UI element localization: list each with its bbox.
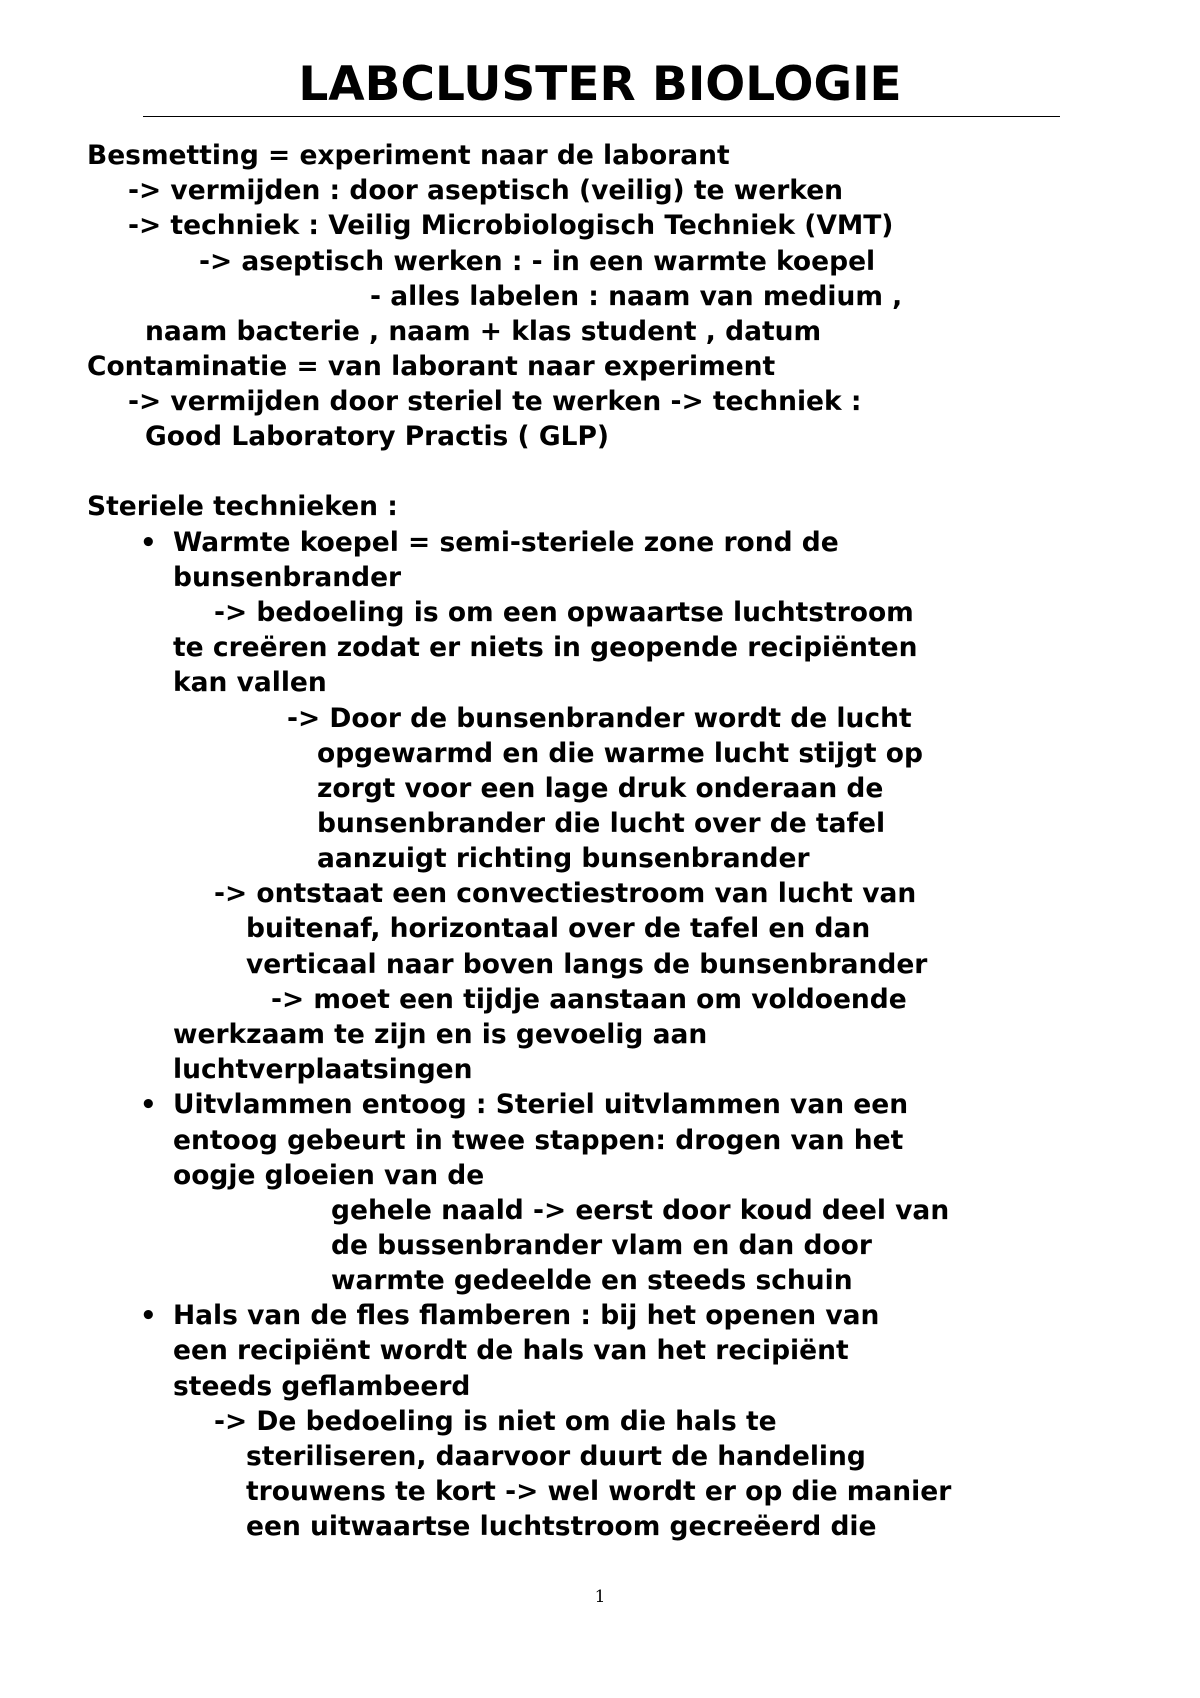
text-line: oogje gloeien van de: [173, 1160, 485, 1191]
section-heading: Steriele technieken :: [87, 491, 398, 522]
page-number: 1: [594, 1587, 606, 1607]
text-line: -> vermijden door steriel te werken -> techniek :: [128, 386, 862, 417]
text-line: bunsenbrander: [173, 562, 402, 593]
text-line: gehele naald -> eerst door koud deel van: [331, 1195, 950, 1226]
text-line: Besmetting = experiment naar de laborant: [87, 140, 730, 171]
text-line: een recipiënt wordt de hals van het recipiënt: [173, 1335, 849, 1366]
text-line: te creëren zodat er niets in geopende recipiënten: [173, 632, 918, 663]
text-line: buitenaf, horizontaal over de tafel en dan: [246, 913, 871, 944]
text-line: -> vermijden : door aseptisch (veilig) te werken: [128, 175, 844, 206]
text-line: Contaminatie = van laborant naar experiment: [87, 351, 776, 382]
text-line: kan vallen: [173, 667, 327, 698]
text-line: -> Door de bunsenbrander wordt de lucht: [287, 703, 912, 734]
text-line: -> De bedoeling is niet om die hals te: [214, 1406, 777, 1437]
text-line: trouwens te kort -> wel wordt er op die manier: [246, 1476, 952, 1507]
text-line: verticaal naar boven langs de bunsenbrander: [246, 949, 928, 980]
text-line: bunsenbrander die lucht over de tafel: [317, 808, 886, 839]
text-line: entoog gebeurt in twee stappen: drogen van het: [173, 1125, 904, 1156]
text-line: -> moet een tijdje aanstaan om voldoende: [271, 984, 907, 1015]
text-line: opgewarmd en die warme lucht stijgt op: [317, 738, 923, 769]
title-underline: [143, 116, 1060, 117]
text-line: aanzuigt richting bunsenbrander: [317, 843, 810, 874]
text-line: de bussenbrander vlam en dan door: [331, 1230, 872, 1261]
text-line: Good Laboratory Practis ( GLP): [145, 421, 610, 452]
text-line: -> aseptisch werken : - in een warmte koepel: [199, 246, 876, 277]
bullet-icon: •: [140, 1090, 157, 1120]
bullet-icon: •: [140, 528, 157, 558]
text-line: - alles labelen : naam van medium ,: [370, 281, 903, 312]
text-line: warmte gedeelde en steeds schuin: [331, 1265, 853, 1296]
text-line: luchtverplaatsingen: [173, 1054, 473, 1085]
text-line: naam bacterie , naam + klas student , datum: [145, 316, 822, 347]
text-line: een uitwaartse luchtstroom gecreëerd die: [246, 1511, 877, 1542]
text-line: steeds geflambeerd: [173, 1371, 471, 1402]
text-line: -> techniek : Veilig Microbiologisch Techniek (VMT): [128, 210, 894, 241]
text-line: Hals van de fles flamberen : bij het openen van: [173, 1300, 880, 1331]
text-line: steriliseren, daarvoor duurt de handeling: [246, 1441, 866, 1472]
text-line: -> bedoeling is om een opwaartse luchtstroom: [214, 597, 914, 628]
text-line: -> ontstaat een convectiestroom van lucht van: [214, 878, 917, 909]
document-title: LABCLUSTER BIOLOGIE: [298, 57, 902, 112]
text-line: Uitvlammen entoog : Steriel uitvlammen van een: [173, 1089, 909, 1120]
text-line: Warmte koepel = semi-steriele zone rond de: [173, 527, 839, 558]
text-line: zorgt voor een lage druk onderaan de: [317, 773, 884, 804]
text-line: werkzaam te zijn en is gevoelig aan: [173, 1019, 708, 1050]
bullet-icon: •: [140, 1301, 157, 1331]
